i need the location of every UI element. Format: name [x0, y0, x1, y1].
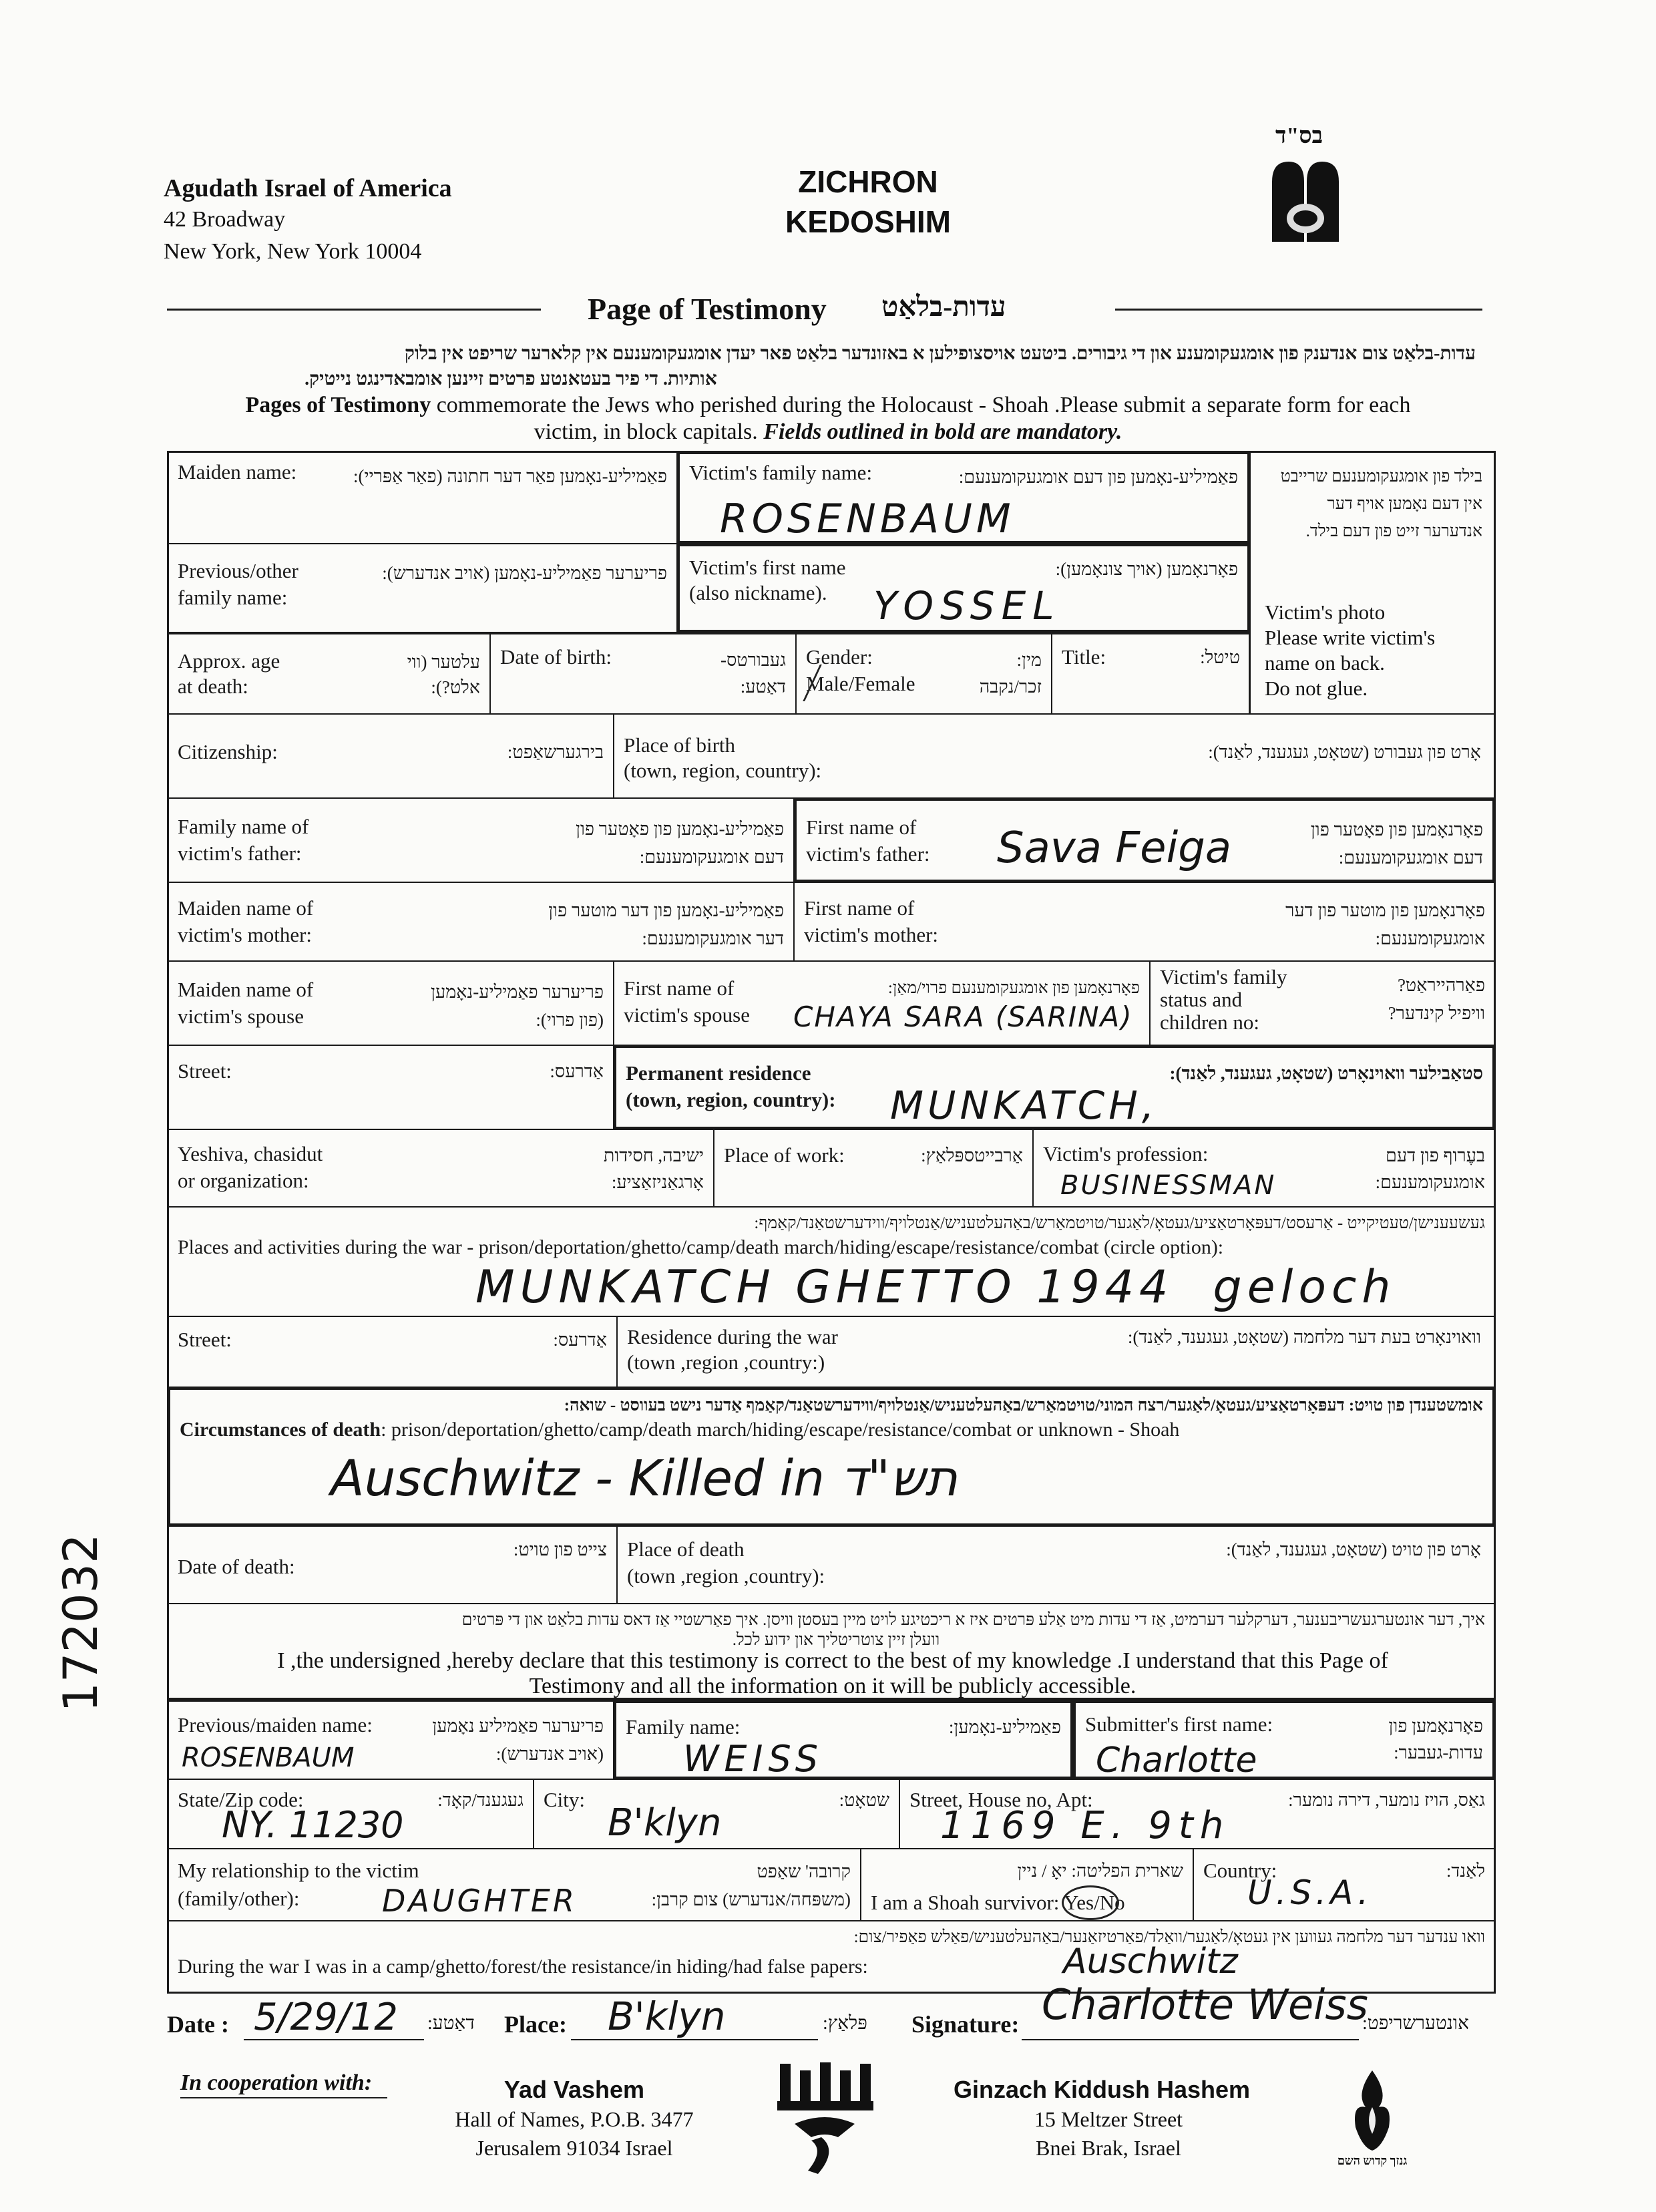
father-family-name-label1: Family name of	[178, 815, 309, 838]
date-of-birth-field[interactable]	[489, 633, 797, 715]
father-first-name-heb: פאָרנאָמען פון פאָטער פון דעם אומגעקומענעם:	[1310, 819, 1483, 868]
place-heb: פּלאַץ:	[823, 2013, 867, 2034]
previous-family-name-label1: Previous/other	[178, 559, 298, 582]
gender-field[interactable]	[795, 633, 1052, 715]
approx-age-label2: at death:	[178, 675, 248, 698]
place-value: B'klyn	[608, 1994, 726, 2039]
mother-maiden-name-field[interactable]	[167, 882, 795, 962]
victim-family-name-field[interactable]	[676, 451, 1251, 544]
org-name: Agudath Israel of America	[164, 174, 452, 202]
street-field[interactable]	[167, 1045, 614, 1130]
spouse-maiden-name-label2: victim's spouse	[178, 1004, 304, 1028]
citizenship-label: Citizenship:	[178, 740, 278, 763]
circumstances-label	[180, 1417, 1488, 1443]
page-title-hebrew: עדות-בלאַט	[881, 292, 1006, 323]
submitter-previous-name-label: Previous/maiden name:	[178, 1713, 373, 1736]
submitter-state-zip-value: NY. 11230	[222, 1804, 404, 1846]
ginzach-address2: Bnei Brak, Israel	[1036, 2136, 1181, 2160]
spouse-maiden-name-label1: Maiden name of	[178, 978, 314, 1001]
photo-line2: Please write victim's	[1265, 626, 1436, 649]
mother-maiden-name-label1: Maiden name of	[178, 896, 314, 920]
profession-field[interactable]	[1032, 1129, 1496, 1208]
spouse-first-name-label2: victim's spouse	[624, 1003, 750, 1027]
submitter-country-heb: לאַנד:	[1446, 1861, 1485, 1881]
declaration-yiddish2: וועלן זיין צוטריטליך און ידוע לכל.	[732, 1631, 940, 1649]
ginzach-name: Ginzach Kiddush Hashem	[953, 2076, 1251, 2103]
father-family-name-heb: פאַמיליע-נאָמען פון פאָטער פון דעם אומגעקומענעם:	[576, 819, 784, 867]
mother-first-name-label1: First name of	[804, 896, 915, 920]
father-first-name-field[interactable]	[793, 797, 1496, 883]
submitter-state-zip-label: State/Zip code:	[178, 1788, 304, 1811]
submitter-city-heb: שטאָט:	[839, 1790, 889, 1810]
survivor-circle-mark	[1062, 1885, 1119, 1920]
permanent-residence-heb: סטאַבילער וואוינאָרט (שטאָט, געגענד, לאַנד):	[1169, 1063, 1483, 1083]
war-residence-field[interactable]	[616, 1316, 1496, 1388]
signature-value: Charlotte Weiss	[1042, 1980, 1368, 2029]
circumstances-label-bold: Circumstances of death	[180, 1419, 381, 1441]
document-title-line2: KEDOSHIM	[785, 204, 951, 239]
maiden-name-field[interactable]	[167, 451, 678, 544]
mother-first-name-label2: victim's mother:	[804, 923, 939, 946]
date-value: 5/29/12	[254, 1996, 398, 2039]
submitter-relationship-heb: קרובה' שאַפט (משפּחה/אנדערש) צום קרבן:	[651, 1861, 851, 1909]
permanent-residence-label1: Permanent residence	[626, 1061, 811, 1085]
spouse-first-name-label1: First name of	[624, 976, 735, 1000]
cooperation-label: In cooperation with:	[180, 2070, 373, 2095]
approx-age-label1: Approx. age	[178, 649, 280, 673]
father-family-name-label2: victim's father:	[178, 842, 302, 865]
yad-vashem-logo	[775, 2057, 875, 2177]
submitter-country-label: Country:	[1203, 1859, 1277, 1882]
submitter-street-label: Street, House no, Apt:	[909, 1788, 1093, 1811]
date-of-death-field[interactable]	[167, 1525, 618, 1604]
photo-instructions-yiddish: בילד פון אומגעקומענעם שרייבט אין דעם נאָמען אויף דער אנדערער זייט פון דעם בילד.	[1280, 468, 1482, 540]
submitter-street-field[interactable]	[899, 1779, 1496, 1849]
submitter-city-field[interactable]	[533, 1779, 900, 1849]
victim-photo-box[interactable]	[1249, 451, 1496, 715]
profession-heb: בעֶרוף פון דעם אומגעקומענעם:	[1375, 1145, 1485, 1192]
place-of-death-field[interactable]	[616, 1525, 1496, 1604]
bsd-mark: בס"ד	[1275, 124, 1323, 148]
permanent-residence-value: MUNKATCH,	[890, 1083, 1159, 1128]
spouse-first-name-value: CHAYA SARA (SARINA)	[793, 1000, 1133, 1033]
yeshiva-label1: Yeshiva, chasidut	[178, 1142, 323, 1165]
submitter-city-label: City:	[544, 1788, 586, 1811]
submitter-city-value: B'klyn	[608, 1801, 722, 1845]
place-of-work-heb: אַרבייטספּלאַץ:	[921, 1145, 1023, 1165]
street-heb: אַדרעס:	[550, 1061, 604, 1081]
victim-first-name-value: YOSSEL	[873, 583, 1061, 628]
ginzach-flame-logo	[1335, 2067, 1409, 2184]
victim-first-name-heb: פאָרנאָמען (אויך צונאָמען):	[1055, 559, 1238, 579]
submitter-relationship-label2: (family/other):	[178, 1887, 300, 1910]
family-status-heb: פאַרהייראַט? וויפיל קינדער?	[1388, 975, 1485, 1023]
permanent-residence-field[interactable]	[613, 1045, 1496, 1130]
war-activities-field[interactable]	[167, 1206, 1496, 1317]
profession-label: Victim's profession:	[1043, 1142, 1209, 1165]
approx-age-field[interactable]	[167, 633, 491, 715]
citizenship-heb: בירגערשאַפט:	[507, 742, 604, 762]
submitter-state-zip-heb: געגענד/קאָד:	[437, 1790, 524, 1810]
spouse-first-name-field[interactable]	[613, 960, 1151, 1046]
father-first-name-value: Sava Feiga	[997, 823, 1232, 873]
war-activities-heb: געשעענישן/טעטיקייט - אַרעסט/דעפּאָרטאַציע/געטאָ/לאַגער/טויטמאַרש/באַהעלטעניש/אַנטלויף/ווידערשטאַנד/קאַמף:	[754, 1214, 1485, 1232]
maiden-name-heb: פאַמיליע-נאָמען פאַר דער חתונה (פאַר אַפּריי):	[353, 466, 667, 486]
previous-family-name-field[interactable]	[167, 543, 678, 633]
yeshiva-heb: ישיבה, חסידות אָרגאַניזאַציע:	[603, 1145, 704, 1192]
declaration-yiddish1: איך, דער אונטערגעשריבענער, דערקלער דערמיט, אַז די עדות מיט אַלע פּרטים איז א ריכטיגע לויט מיין בעסטן וויסן. איך פאַרשטיי אַז דאס עדות בלאַט און די פּרטים	[461, 1611, 1485, 1629]
submitter-first-name-value: Charlotte	[1096, 1740, 1257, 1781]
title-label: Title:	[1062, 645, 1106, 669]
date-of-birth-label: Date of birth:	[500, 645, 612, 669]
family-status-label3: children no:	[1160, 1010, 1259, 1034]
submitter-survivor-label: I am a Shoah survivor: Yes/No	[871, 1891, 1125, 1914]
date-heb: דאַטע:	[427, 2013, 475, 2034]
org-address-line1: 42 Broadway	[164, 207, 286, 232]
signature-heb: אונטערשריפט:	[1362, 2013, 1469, 2034]
gender-label2: Male/Female	[806, 672, 915, 695]
mother-maiden-name-label2: victim's mother:	[178, 923, 313, 946]
place-of-birth-label2: (town, region, country):	[624, 759, 822, 782]
declaration-box	[167, 1603, 1496, 1700]
intro-english-line1	[167, 393, 1489, 418]
submitter-relationship-value: DAUGHTER	[382, 1883, 577, 1919]
title-field[interactable]	[1051, 633, 1251, 715]
father-family-name-field[interactable]	[167, 797, 795, 883]
war-activities-label: Places and activities during the war - prison/deportation/ghetto/camp/death march/hiding/escape/resistance/combat (circle option):	[178, 1236, 1224, 1258]
date-of-birth-heb: געבורטס- דאַטע:	[720, 650, 786, 697]
place-of-birth-heb: אָרט פון געבורט (שטאָט, געגענד, לאַנד):	[1208, 742, 1481, 762]
intro-english-line2	[167, 419, 1489, 445]
mother-first-name-field[interactable]	[793, 882, 1496, 962]
place-of-birth-field[interactable]	[613, 713, 1496, 799]
previous-family-name-label2: family name:	[178, 586, 288, 609]
margin-archive-number: 172032	[53, 1533, 108, 1712]
submitter-family-name-value: WEISS	[683, 1738, 824, 1780]
ginzach-address1: 15 Meltzer Street	[1034, 2107, 1183, 2131]
ginzach-logo-text: גנזך קדוש השם	[1337, 2154, 1408, 2167]
place-of-death-label1: Place of death	[627, 1537, 745, 1561]
submitter-country-field[interactable]	[1193, 1848, 1496, 1921]
war-street-label: Street:	[178, 1328, 232, 1351]
circumstances-heb: אומשטענדן פון טויט: דעפּאָרטאַציע/געטאָ/לאַגער/רצח המוני/טויטמאַרש/באַהעלטעניש/אַנטלויף/ווידערשטאַנד/קאַמף אַדער נישט בעווסט - שואה:	[564, 1397, 1483, 1415]
war-residence-label2: (town ,region ,country:)	[627, 1350, 825, 1374]
yad-vashem-name: Yad Vashem	[503, 2076, 645, 2103]
war-residence-label1: Residence during the war	[627, 1325, 838, 1348]
family-status-label2: status and	[1160, 988, 1243, 1011]
spouse-first-name-heb: פאָרנאָמען פון אומגעקומענעם פרוי/מאַן:	[887, 979, 1140, 997]
photo-line3: name on back.	[1265, 651, 1385, 675]
submitter-first-name-heb: פאָרנאָמען פון עדות-געבער:	[1388, 1716, 1483, 1763]
declaration-english2: Testimony and all the information on it will be publicly accessible.	[529, 1674, 1136, 1698]
spouse-maiden-name-heb: פריערער פאַמיליע-נאָמען (פון פרוי):	[431, 982, 604, 1030]
victim-first-name-label2: (also nickname).	[689, 581, 827, 604]
approx-age-heb: עלטער (ווי אלט?):	[407, 652, 480, 697]
org-address-line2: New York, New York 10004	[164, 239, 422, 264]
victim-family-name-value: ROSENBAUM	[720, 496, 1015, 542]
declaration-english1: I ,the undersigned ,hereby declare that this testimony is correct to the best of my knowledge .I understand that this Page of	[277, 1648, 1388, 1673]
yiddish-intro-line1: עדות-בלאַט צום אנדענק פון אומגעקומענע און די גיבורים. ביטעט אויסצופילען א באזונדער בלאַט פאר יעדן אומגעקומענעם אין קלארער שריפט אין בלוק	[404, 343, 1476, 364]
submitter-war-location-value: Auschwitz	[1063, 1942, 1238, 1982]
page-title: Page of Testimony	[588, 292, 827, 326]
submitter-country-value: U.S.A.	[1247, 1873, 1373, 1912]
intro-bold: Pages of Testimony	[245, 393, 431, 417]
victim-first-name-field[interactable]	[676, 543, 1251, 633]
victim-first-name-label1: Victim's first name	[689, 556, 846, 579]
mother-maiden-name-heb: פאַמיליע-נאָמען פון דער מוטער פון דער אומגעקומענעם:	[548, 900, 784, 948]
signature-label: Signature:	[911, 2011, 1020, 2038]
submitter-family-name-label: Family name:	[626, 1715, 741, 1738]
war-street-heb: אַדרעס:	[553, 1330, 607, 1350]
maiden-name-label: Maiden name:	[178, 460, 297, 484]
tablets-logo	[1265, 155, 1346, 248]
place-of-death-heb: אָרט פון טויט (שטאָט, געגענד, לאַנד):	[1226, 1539, 1481, 1559]
photo-line1: Victim's photo	[1265, 600, 1386, 624]
document-title-line1: ZICHRON	[798, 164, 938, 199]
date-of-death-label: Date of death:	[178, 1555, 295, 1578]
submitter-survivor-field[interactable]	[860, 1848, 1194, 1921]
submitter-survivor-heb: שארית הפליטה: יאָ / ניין	[1017, 1861, 1183, 1881]
circumstances-label-rest: : prison/deportation/ghetto/camp/death march/hiding/escape/resistance/combat or unknown - Shoah	[381, 1419, 1180, 1441]
spouse-maiden-name-field[interactable]	[167, 960, 614, 1046]
previous-family-name-heb: פריערער פאַמיליע-נאָמען (אויב אנדערש):	[382, 563, 667, 583]
title-heb: טיטל:	[1200, 647, 1240, 667]
submitter-war-location-label: During the war I was in a camp/ghetto/forest/the resistance/in hiding/had false papers:	[178, 1956, 868, 1978]
submitter-previous-name-field[interactable]	[167, 1700, 614, 1780]
intro-italic: Fields outlined in bold are mandatory.	[763, 419, 1122, 444]
place-label: Place:	[504, 2011, 567, 2038]
victim-family-name-label: Victim's family name:	[689, 461, 873, 484]
submitter-previous-name-value: ROSENBAUM	[182, 1742, 355, 1773]
submitter-family-name-field[interactable]	[613, 1700, 1074, 1780]
place-of-death-label2: (town ,region ,country):	[627, 1564, 825, 1588]
yeshiva-field[interactable]	[167, 1129, 714, 1208]
submitter-street-heb: גאַס, הויז נומער, דירה נומער:	[1288, 1790, 1485, 1810]
street-label: Street:	[178, 1059, 232, 1083]
mother-first-name-heb: פאָרנאָמען פון מוטער פון דער אומגעקומענעם:	[1285, 900, 1485, 948]
intro-text2: victim, in block capitals.	[534, 419, 764, 444]
photo-line4: Do not glue.	[1265, 677, 1368, 700]
place-of-birth-label1: Place of birth	[624, 733, 736, 757]
family-status-label1: Victim's family	[1160, 965, 1287, 988]
permanent-residence-label2: (town, region, country):	[626, 1088, 836, 1111]
submitter-war-location-heb: וואו ענדער דער מלחמה געווען אין געטאָ/לאַגער/וואַלד/פאַרטיזאַנער/באַהעלטעניש/פאַלש פאַפיר/צום:	[853, 1928, 1485, 1946]
profession-value: BUSINESSMAN	[1060, 1170, 1277, 1201]
war-residence-heb: וואוינאָרט בעת דער מלחמה (שטאָט, געגענד, לאַנד):	[1127, 1327, 1481, 1347]
yad-vashem-address1: Hall of Names, P.O.B. 3477	[455, 2107, 694, 2131]
submitter-family-name-heb: פאַמיליע-נאָמען:	[948, 1717, 1061, 1737]
war-street-field[interactable]	[167, 1316, 618, 1388]
citizenship-field[interactable]	[167, 713, 614, 799]
yeshiva-label2: or organization:	[178, 1169, 309, 1192]
submitter-previous-name-heb: פריערער פאַמיליע נאָמען (אויב אנדערש):	[432, 1716, 604, 1764]
victim-family-name-heb: פאַמיליע-נאָמען פון דעם אומגעקומענעם:	[958, 467, 1238, 487]
intro-text1: commemorate the Jews who perished during the Holocaust - Shoah .Please submit a separate form for each	[431, 393, 1411, 417]
family-status-field[interactable]	[1149, 960, 1496, 1046]
circumstances-value: Auschwitz - Killed in תש"ד	[331, 1450, 958, 1507]
submitter-first-name-label: Submitter's first name:	[1085, 1712, 1273, 1736]
submitter-relationship-field[interactable]	[167, 1848, 861, 1921]
submitter-street-value: 1169 E. 9th	[940, 1804, 1231, 1847]
submitter-relationship-label1: My relationship to the victim	[178, 1859, 419, 1882]
date-of-death-heb: צייט פון טויט:	[513, 1539, 607, 1559]
submitter-first-name-field[interactable]	[1072, 1700, 1496, 1780]
war-activities-value: MUNKATCH GHETTO 1944 geloch	[475, 1261, 1396, 1314]
yiddish-intro-line2: אותיות. די פיר בעטאנטע פרטים זיינען אומבאדינגט נייטיק.	[304, 369, 717, 389]
date-label: Date :	[167, 2011, 229, 2038]
submitter-state-zip-field[interactable]	[167, 1779, 534, 1849]
place-of-work-field[interactable]	[713, 1129, 1034, 1208]
gender-label1: Gender:	[806, 645, 873, 669]
gender-heb: מין: זכר/נקבה	[979, 650, 1042, 697]
circumstances-field[interactable]	[167, 1387, 1496, 1527]
father-first-name-label2: victim's father:	[806, 842, 930, 866]
yad-vashem-address2: Jerusalem 91034 Israel	[475, 2136, 673, 2160]
place-of-work-label: Place of work:	[724, 1143, 845, 1167]
father-first-name-label1: First name of	[806, 815, 917, 839]
